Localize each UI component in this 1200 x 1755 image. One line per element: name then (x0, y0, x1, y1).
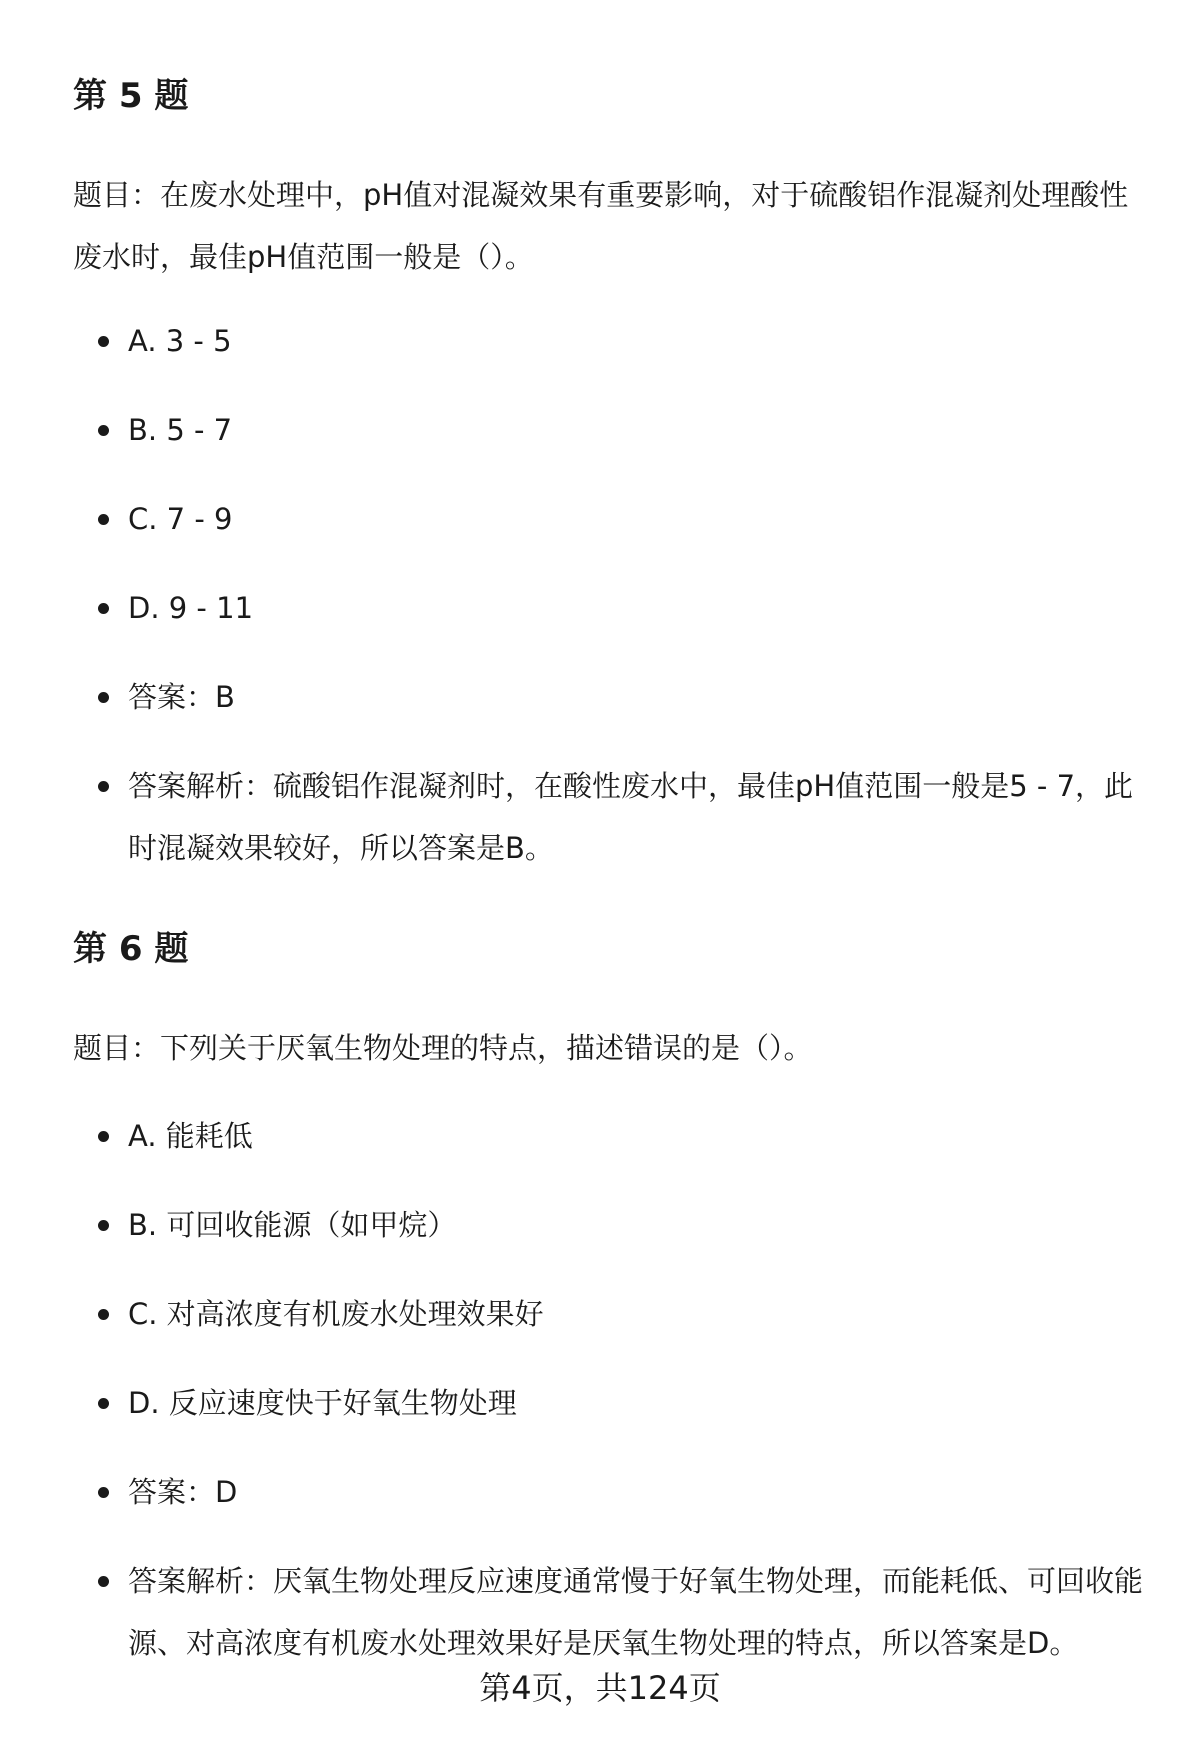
bullet-icon (98, 1487, 109, 1498)
bullet-icon (98, 1398, 109, 1409)
question-5-stem: 题目：在废水处理中，pH值对混凝效果有重要影响，对于硫酸铝作混凝剂处理酸性废水时，最佳pH值范围一般是（）。 (73, 178, 1129, 274)
answer-explanation: 答案解析：厌氧生物处理反应速度通常慢于好氧生物处理，而能耗低、可回收能源、对高浓度有机废水处理效果好是厌氧生物处理的特点，所以答案是D。 (128, 1564, 1144, 1660)
bullet-icon (98, 514, 109, 525)
bullet-icon (98, 603, 109, 614)
bullet-icon (98, 1576, 109, 1587)
option-d: D. 反应速度快于好氧生物处理 (128, 1386, 517, 1420)
option-d: D. 9 - 11 (128, 591, 254, 625)
bullet-icon (98, 1220, 109, 1231)
bullet-icon (98, 425, 109, 436)
question-6-heading: 第 6 题 (73, 929, 189, 969)
bullet-icon (98, 781, 109, 792)
option-a: A. 3 - 5 (128, 324, 232, 358)
option-a: A. 能耗低 (128, 1119, 253, 1153)
bullet-icon (98, 336, 109, 347)
bullet-icon (98, 1309, 109, 1320)
option-c: C. 7 - 9 (128, 502, 233, 536)
question-6-stem: 题目：下列关于厌氧生物处理的特点，描述错误的是（）。 (73, 1031, 813, 1065)
page-number-footer: 第4页，共124页 (479, 1669, 721, 1707)
answer: 答案：B (128, 680, 235, 714)
option-c: C. 对高浓度有机废水处理效果好 (128, 1297, 544, 1331)
answer-explanation: 答案解析：硫酸铝作混凝剂时，在酸性废水中，最佳pH值范围一般是5 - 7，此时混凝效果较好，所以答案是B。 (128, 769, 1134, 865)
option-b: B. 5 - 7 (128, 413, 233, 447)
option-b: B. 可回收能源（如甲烷） (128, 1208, 457, 1242)
question-5-heading: 第 5 题 (73, 76, 189, 116)
answer: 答案：D (128, 1475, 238, 1509)
bullet-icon (98, 692, 109, 703)
bullet-icon (98, 1131, 109, 1142)
